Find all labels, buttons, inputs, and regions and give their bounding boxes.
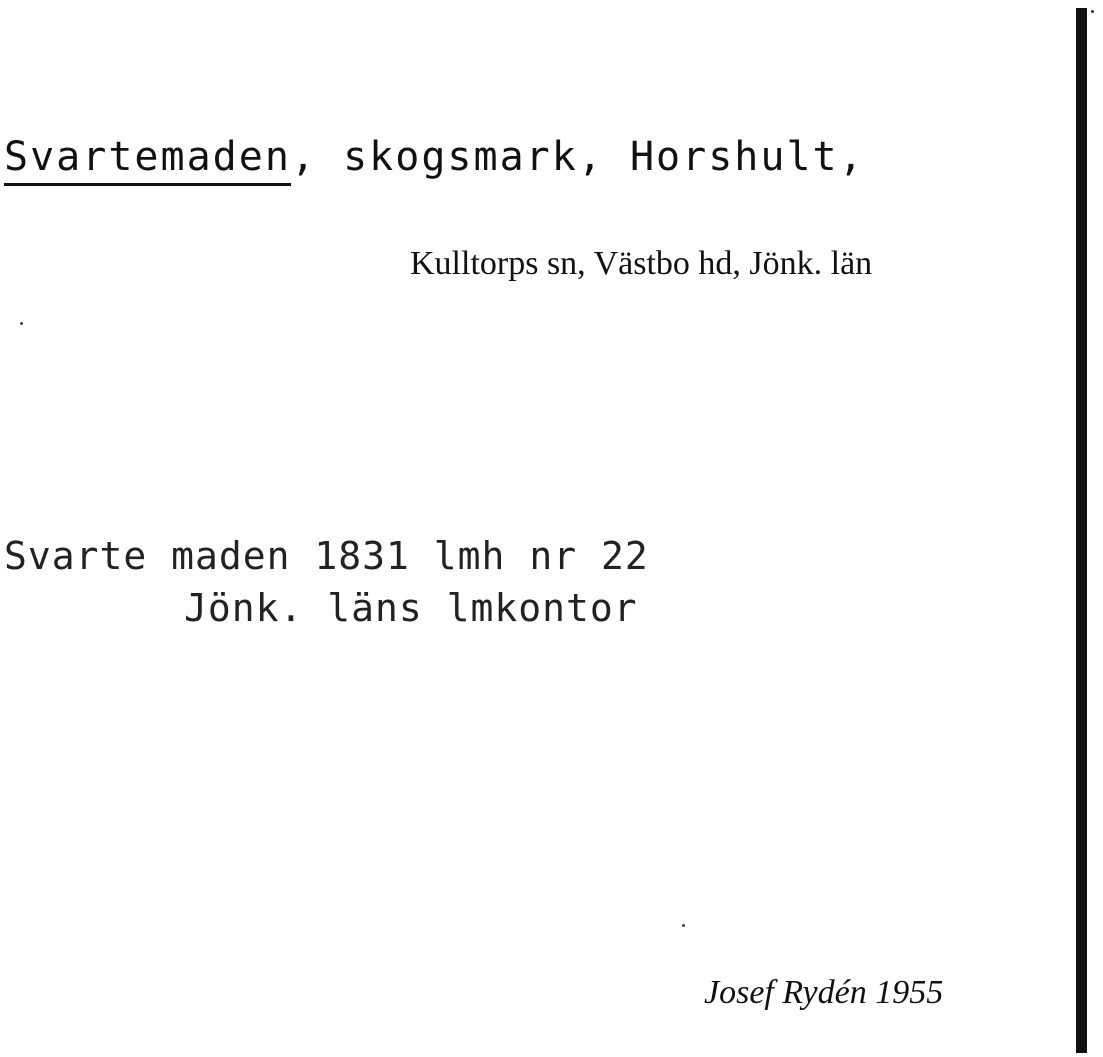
source-line-1: Svarte maden 1831 lmh nr 22 <box>4 534 649 578</box>
location-line: Kulltorps sn, Västbo hd, Jönk. län <box>410 245 873 282</box>
speck <box>20 322 23 325</box>
speck <box>682 924 685 927</box>
source-line-2: Jönk. läns lmkontor <box>184 586 638 630</box>
headline <box>4 134 865 180</box>
edge-speck <box>1091 10 1094 13</box>
headline-rest: , skogsmark, Horshult, <box>290 134 865 180</box>
author-signature: Josef Rydén 1955 <box>704 974 944 1011</box>
headword: Svartemaden <box>4 134 291 186</box>
card-edge-shadow <box>1076 8 1087 1053</box>
